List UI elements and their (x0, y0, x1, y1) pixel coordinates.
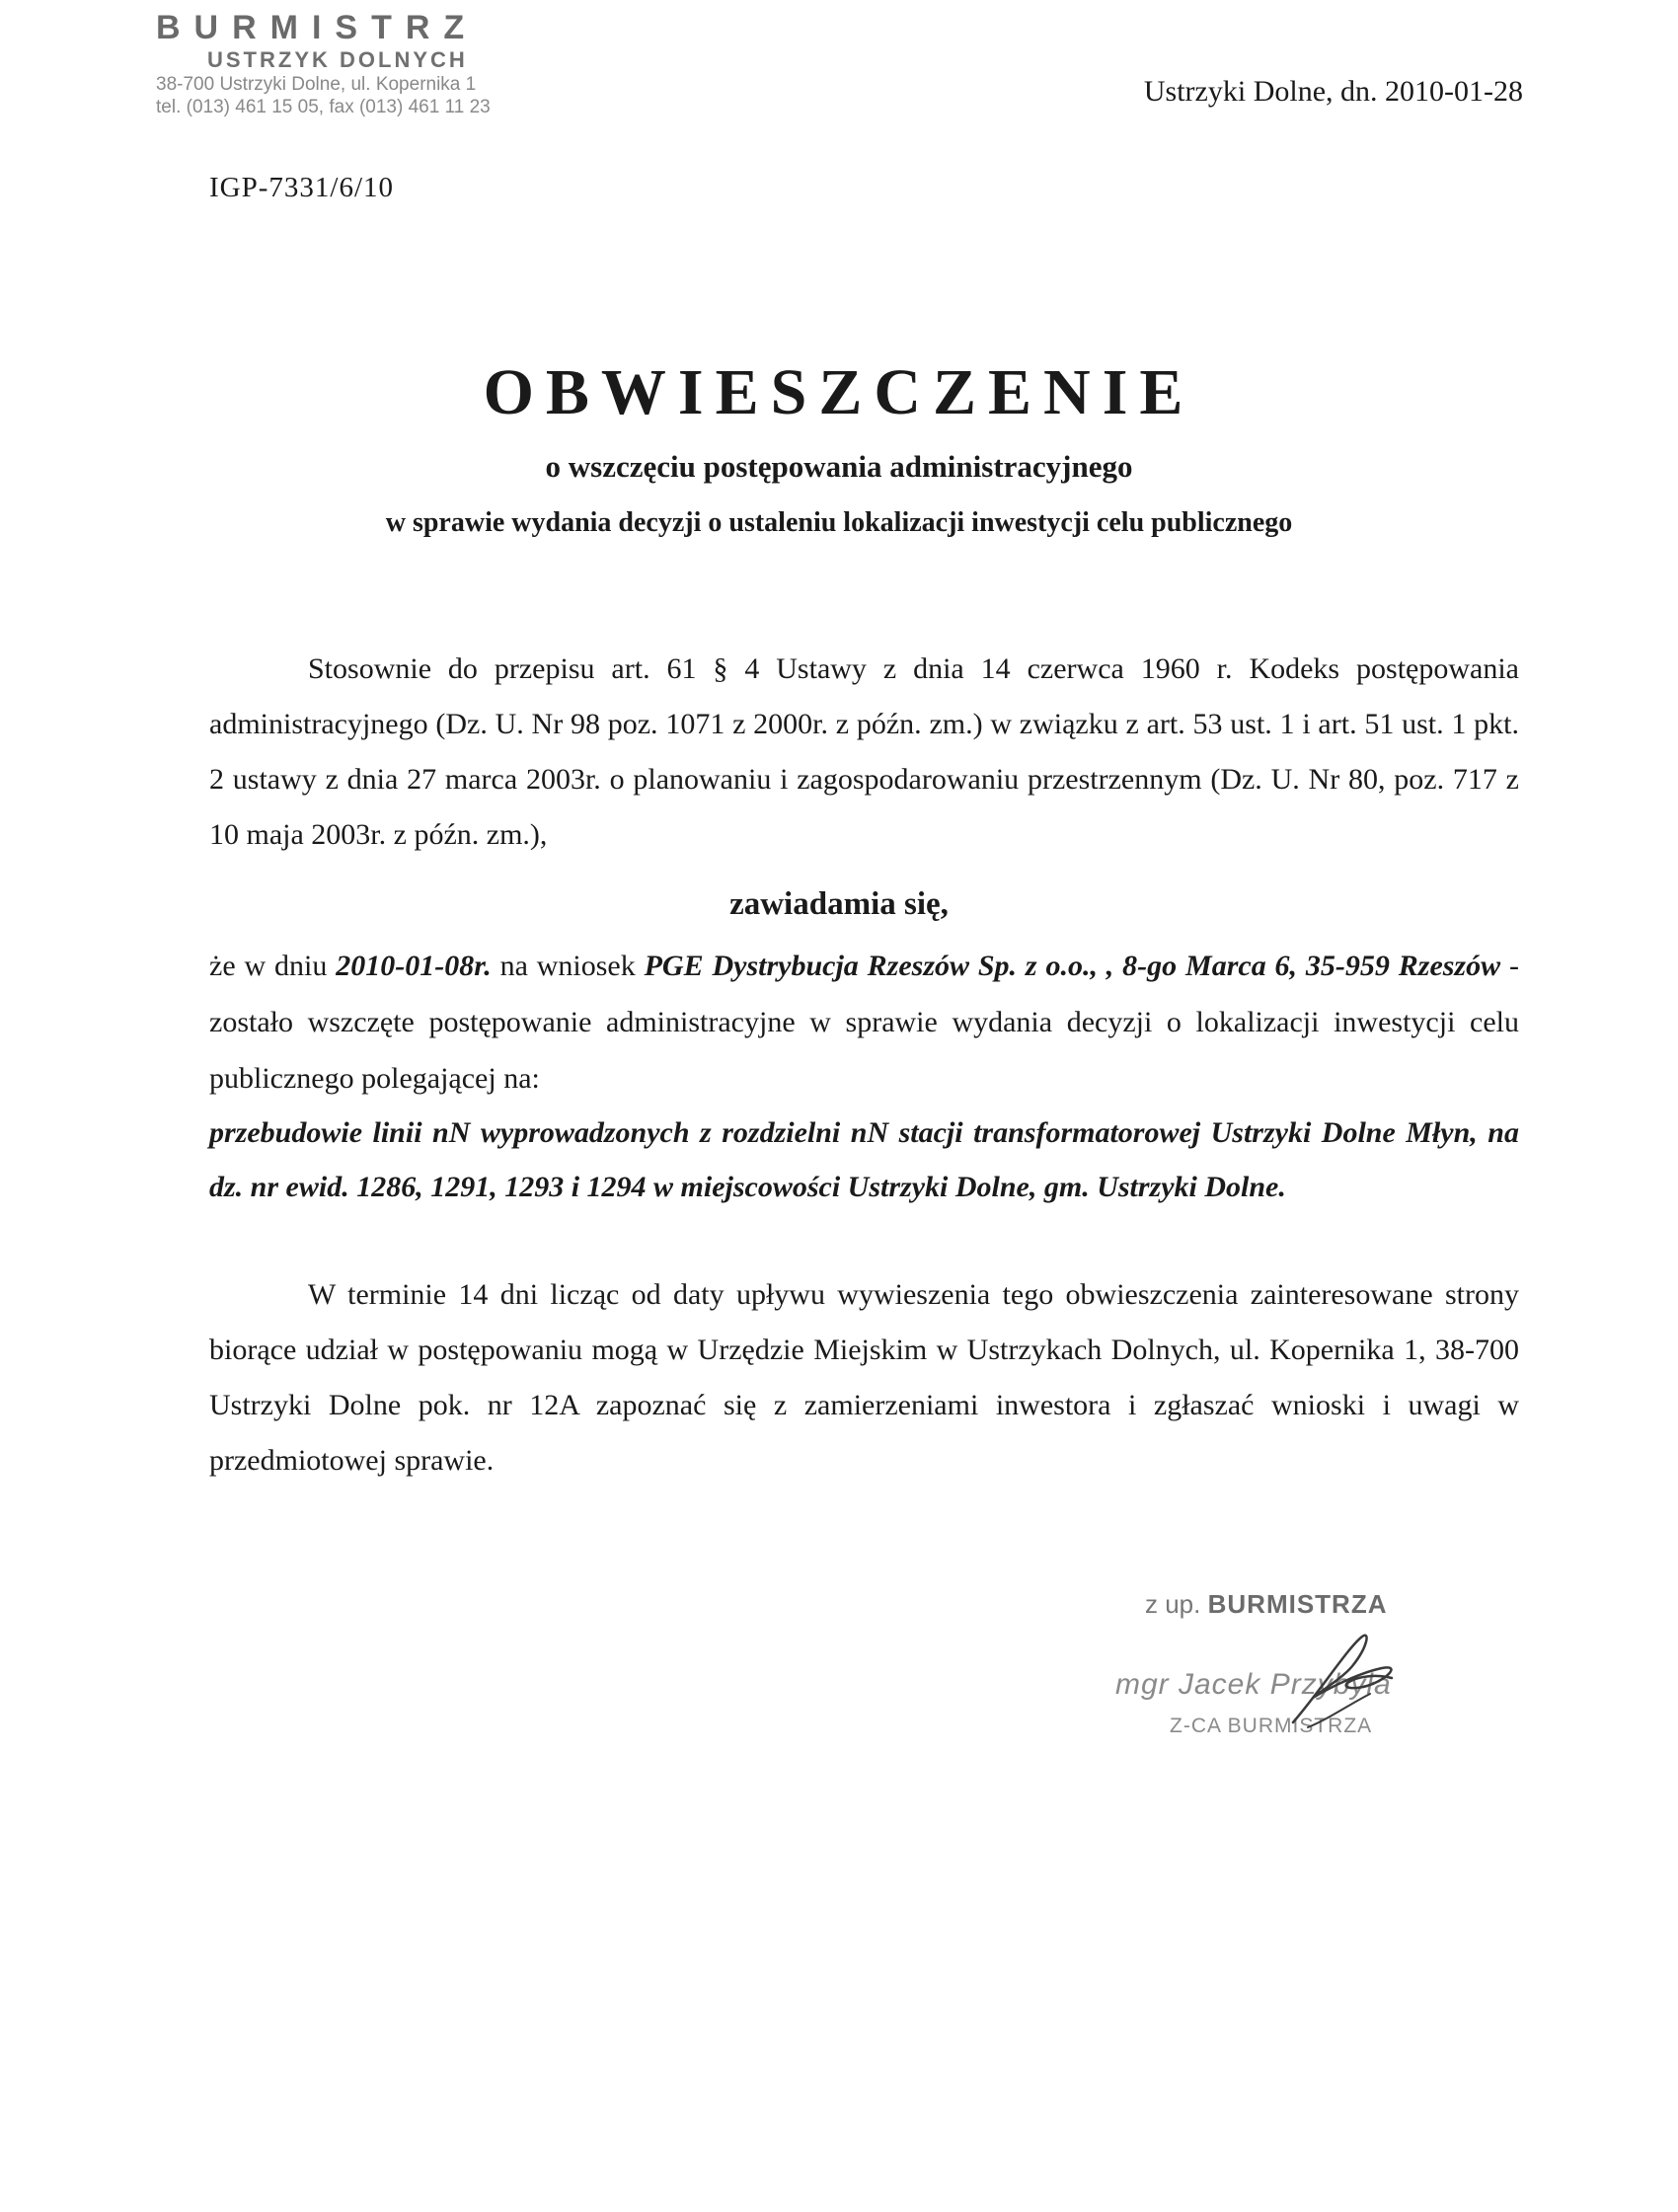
deadline-paragraph: W terminie 14 dni licząc od daty upływu wywieszenia tego obwieszczenia zainteresowane strony biorące udział w postępowaniu mogą w Urzędzie Miejskim w Ustrzykach Dolnych, ul. Kopernika 1, 38-700 Ustrzyki Dolne pok. nr 12A zapoznać się z zamierzeniami inwestora i zgłaszać wnioski i uwagi w przedmiotowej sprawie. (209, 1278, 1519, 1477)
document-title: OBWIESZCZENIE (483, 356, 1195, 428)
handwritten-signature (1254, 1629, 1421, 1747)
notice-date: 2010-01-08r. (336, 950, 492, 982)
on-behalf-office: BURMISTRZA (1207, 1589, 1388, 1619)
investment-description: przebudowie linii nN wyprowadzonych z rozdzielni nN stacji transformatorowej Ustrzyki Dolne Młyn, na dz. nr ewid. 1286, 1291, 1293 i 1294 w miejscowości Ustrzyki Dolne, gm. Ustrzyki Dolne. (209, 1116, 1519, 1203)
letterhead-phone: tel. (013) 461 15 05, fax (013) 461 11 23 (156, 97, 491, 117)
letterhead-title: BURMISTRZ (156, 9, 479, 46)
notice-prefix: że w dniu (209, 950, 337, 982)
letterhead-subtitle: USTRZYK DOLNYCH (207, 47, 468, 72)
notice-suffix: - zostało wszczęte postępowanie administracyjne w sprawie wydania decyzji o lokalizacji inwestycji celu publicznego polegającej na: (209, 950, 1519, 1095)
notice-paragraph (209, 938, 1519, 1106)
on-behalf-prefix: z up. (1145, 1589, 1201, 1619)
signature-on-behalf (1145, 1589, 1387, 1620)
document-date: Ustrzyki Dolne, dn. 2010-01-28 (1143, 75, 1523, 108)
legal-basis-paragraph: Stosownie do przepisu art. 61 § 4 Ustawy z dnia 14 czerwca 1960 r. Kodeks postępowania administracyjnego (Dz. U. Nr 98 poz. 1071 z 2000r. z późn. zm.) w związku z art. 53 ust. 1 i art. 51 ust. 1 pkt. 2 ustawy z dnia 27 marca 2003r. o planowaniu i zagospodarowaniu przestrzennym (Dz. U. Nr 80, poz. 717 z 10 maja 2003r. z późn. zm.), (209, 652, 1519, 851)
letterhead-address: 38-700 Ustrzyki Dolne, ul. Kopernika 1 (156, 74, 477, 95)
letterhead-stamp (156, 8, 571, 118)
notice-mid: na wniosek (491, 950, 645, 982)
document-subtitle-1: o wszczęciu postępowania administracyjnego (545, 449, 1133, 484)
announcement-heading: zawiadamia się, (729, 886, 949, 922)
reference-number: IGP-7331/6/10 (209, 172, 394, 203)
signatory-role: Z-CA BURMISTRZA (1170, 1715, 1373, 1737)
notice-applicant: PGE Dystrybucja Rzeszów Sp. z o.o., , 8-go Marca 6, 35-959 Rzeszów (644, 950, 1501, 982)
signatory-name: mgr Jacek Przybyła (1115, 1668, 1392, 1701)
document-subtitle-2: w sprawie wydania decyzji o ustaleniu lokalizacji inwestycji celu publicznego (385, 507, 1293, 538)
